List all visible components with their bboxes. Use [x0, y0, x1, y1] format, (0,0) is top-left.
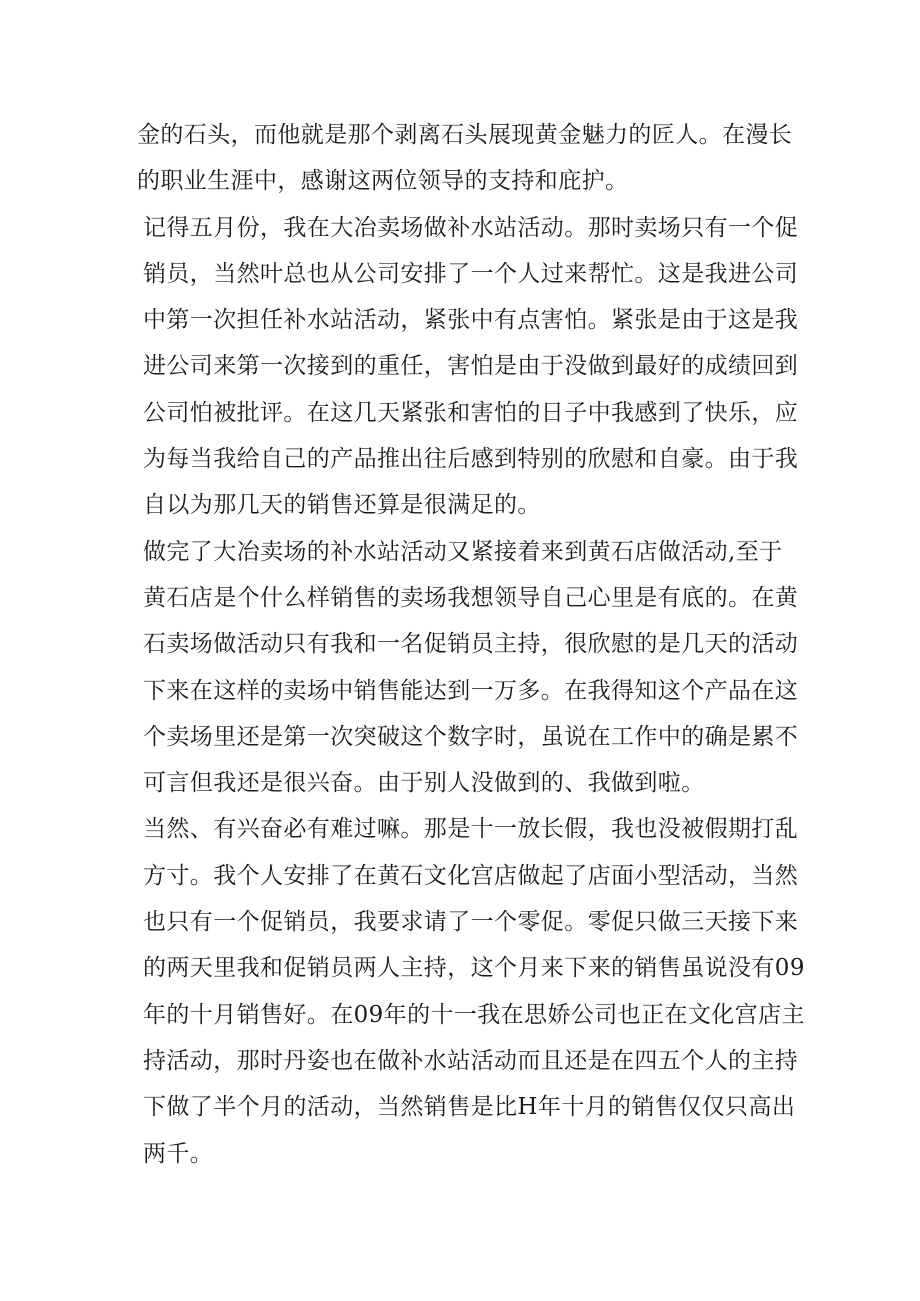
text-line: 两千。	[143, 1140, 214, 1167]
text-line: 可言但我还是很兴奋。由于别人没做到的、我做到啦。	[143, 770, 705, 797]
text-line: 持活动，那时丹姿也在做补水站活动而且还是在四五个人的主持	[143, 1047, 799, 1074]
text-line: 年的十月销售好。在09年的十一我在思娇公司也正在文化宫店主	[143, 1001, 805, 1028]
paragraph-1	[137, 112, 793, 205]
text-line: 当然、有兴奋必有难过嘛。那是十一放长假，我也没被假期打乱	[143, 816, 799, 843]
text-line: 记得五月份，我在大冶卖场做补水站活动。那时卖场只有一个促	[143, 214, 799, 241]
text-line: 公司怕被批评。在这几天紧张和害怕的日子中我感到了快乐，应	[143, 399, 799, 426]
text-line: 下来在这样的卖场中销售能达到一万多。在我得知这个产品在这	[143, 677, 799, 704]
text-line: 为每当我给自己的产品推出往后感到特别的欣慰和自豪。由于我	[143, 446, 799, 473]
text-line: 金的石头，而他就是那个剥离石头展现黄金魅力的匠人。在漫长	[137, 122, 793, 148]
text-line: 的职业生涯中，感谢这两位领导的支持和庇护。	[137, 168, 629, 195]
paragraph-2	[137, 205, 799, 529]
text-line: 中第一次担任补水站活动，紧张中有点害怕。紧张是由于这是我	[143, 307, 799, 334]
text-line: 石卖场做活动只有我和一名促销员主持，很欣慰的是几天的活动	[143, 631, 799, 658]
text-line: 自以为那几天的销售还算是很满足的。	[143, 492, 541, 519]
text-line: 黄石店是个什么样销售的卖场我想领导自己心里是有底的。在黄	[143, 584, 799, 611]
text-line: 的两天里我和促销员两人主持，这个月来下来的销售虽说没有09	[143, 955, 805, 982]
paragraph-4	[137, 806, 805, 1176]
text-line: 做完了大冶卖场的补水站活动又紧接着来到黄石店做活动,至于	[143, 538, 783, 565]
text-line: 方寸。我个人安排了在黄石文化宫店做起了店面小型活动，当然	[143, 862, 799, 889]
document-body	[137, 112, 805, 1177]
text-line: 个卖场里还是第一次突破这个数字时，虽说在工作中的确是累不	[143, 723, 799, 750]
text-line: 进公司来第一次接到的重任，害怕是由于没做到最好的成绩回到	[143, 353, 799, 380]
text-line: 销员，当然叶总也从公司安排了一个人过来帮忙。这是我进公司	[143, 260, 799, 287]
paragraph-3	[137, 529, 799, 807]
text-line: 下做了半个月的活动，当然销售是比H年十月的销售仅仅只高出	[143, 1094, 796, 1121]
text-line: 也只有一个促销员，我要求请了一个零促。零促只做三天接下来	[143, 909, 799, 936]
